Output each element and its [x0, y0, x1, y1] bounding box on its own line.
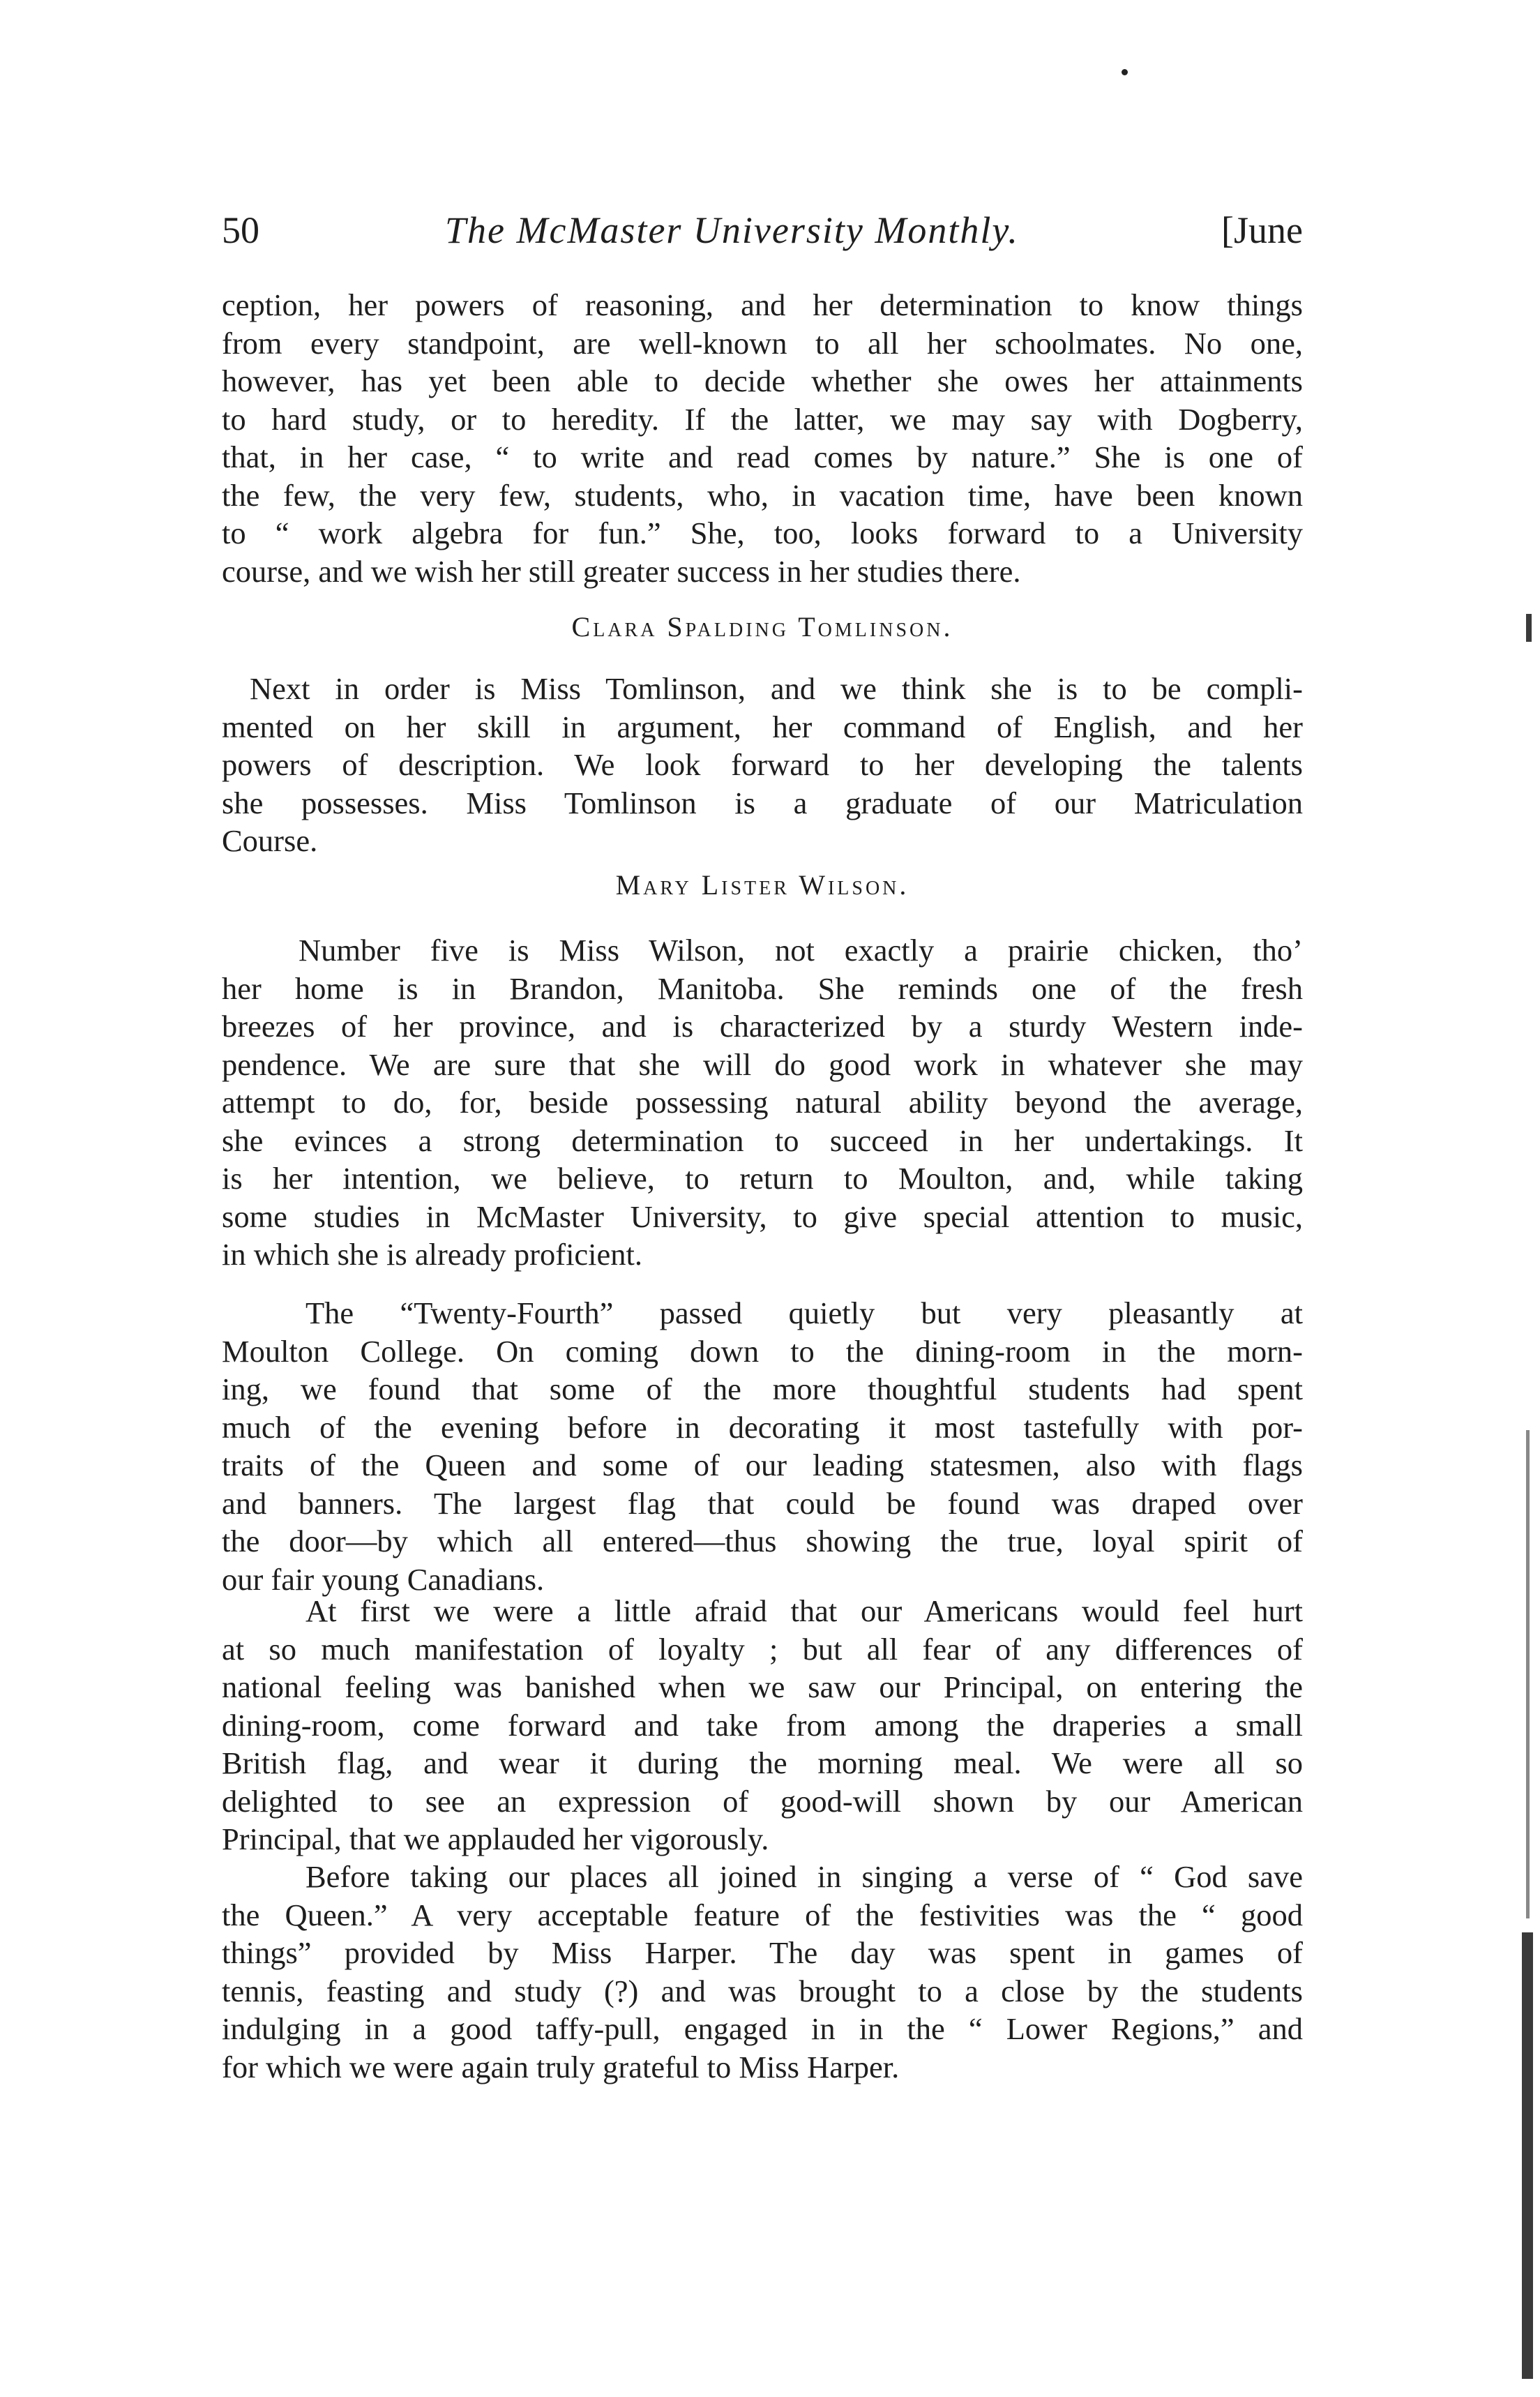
section-heading: Mary Lister Wilson.: [615, 869, 909, 901]
text-line: is her intention, we believe, to return to Moulton, and, while taking: [222, 1161, 1303, 1196]
text-line: to “ work algebra for fun.” She, too, looks forward to a University: [222, 516, 1303, 550]
text-line: course, and we wish her still greater success in her studies there.: [222, 553, 1021, 589]
text-line: however, has yet been able to decide whether she owes her attainments: [222, 363, 1303, 398]
issue-month: [June: [1221, 209, 1303, 251]
text-line: ception, her powers of reasoning, and her determination to know things: [222, 287, 1303, 322]
text-line: the door—by which all entered—thus showing the true, loyal spirit of: [222, 1524, 1303, 1558]
text-line: her home is in Brandon, Manitoba. She reminds one of the fresh: [222, 970, 1303, 1006]
text-line: traits of the Queen and some of our leading statesmen, also with flags: [222, 1448, 1303, 1482]
section-heading: Clara Spalding Tomlinson.: [571, 611, 953, 643]
text-line: The “Twenty-Fourth” passed quietly but very pleasantly at: [305, 1295, 1303, 1330]
page-edge-mark: [1526, 614, 1532, 642]
running-header: [222, 202, 1303, 258]
text-line: indulging in a good taffy-pull, engaged in in the “ Lower Regions,” and: [222, 2011, 1303, 2046]
text-line: mented on her skill in argument, her command of English, and her: [222, 709, 1303, 744]
page-edge-mark: [1522, 1932, 1533, 2379]
text-line: she possesses. Miss Tomlinson is a graduate of our Matriculation: [222, 785, 1303, 820]
paragraph-continuation: [222, 286, 1303, 590]
text-line: our fair young Canadians.: [222, 1561, 545, 1597]
ink-speck: [1122, 69, 1128, 75]
text-line: from every standpoint, are well-known to all her schoolmates. No one,: [222, 325, 1303, 361]
text-line: Course.: [222, 823, 318, 858]
text-line: things” provided by Miss Harper. The day was spent in games of: [222, 1935, 1303, 1970]
text-line: some studies in McMaster University, to give special attention to music,: [222, 1198, 1303, 1234]
text-line: Number five is Miss Wilson, not exactly a prairie chicken, tho’: [299, 933, 1303, 968]
running-title: The McMaster University Monthly.: [445, 209, 1019, 251]
text-line: the Queen.” A very acceptable feature of the festivities was the “ good: [222, 1897, 1303, 1932]
text-line: she evinces a strong determination to succeed in her undertakings. It: [222, 1122, 1303, 1158]
text-line: national feeling was banished when we saw our Principal, on entering the: [222, 1669, 1303, 1704]
text-line: much of the evening before in decorating it most tastefully with por-: [222, 1409, 1303, 1445]
page-number: 50: [222, 209, 259, 251]
paragraph-twenty-fourth: [222, 1294, 1303, 1598]
text-line: dining-room, come forward and take from among the draperies a small: [222, 1707, 1303, 1743]
page-edge-mark: [1526, 1430, 1530, 1918]
text-line: delighted to see an expression of good-will shown by our American: [222, 1783, 1303, 1819]
text-line: in which she is already proficient.: [222, 1237, 643, 1272]
text-line: tennis, feasting and study (?) and was brought to a close by the students: [222, 1973, 1303, 2008]
text-line: and banners. The largest flag that could be found was draped over: [222, 1485, 1303, 1521]
text-line: that, in her case, “ to write and read comes by nature.” She is one of: [222, 439, 1303, 474]
text-line: pendence. We are sure that she will do good work in whatever she may: [222, 1046, 1303, 1082]
text-line: at so much manifestation of loyalty ; but all fear of any differences of: [222, 1631, 1303, 1667]
text-line: Principal, that we applauded her vigorously.: [222, 1821, 769, 1856]
text-line: At first we were a little afraid that our Americans would feel hurt: [305, 1593, 1303, 1628]
text-line: Before taking our places all joined in singing a verse of “ God save: [305, 1859, 1303, 1894]
text-line: powers of description. We look forward to her developing the talents: [222, 747, 1303, 782]
paragraph-god-save-the-queen: [222, 1858, 1303, 2086]
text-line: breezes of her province, and is characterized by a sturdy Western inde-: [222, 1009, 1303, 1044]
text-line: ing, we found that some of the more thoughtful students had spent: [222, 1372, 1303, 1406]
text-line: Next in order is Miss Tomlinson, and we think she is to be compli-: [250, 671, 1303, 706]
text-line: Moulton College. On coming down to the dining-room in the morn-: [222, 1333, 1303, 1369]
text-line: attempt to do, for, beside possessing natural ability beyond the average,: [222, 1085, 1303, 1120]
text-line: British flag, and wear it during the morning meal. We were all so: [222, 1745, 1303, 1780]
paragraph-tomlinson: [222, 670, 1303, 860]
text-line: for which we were again truly grateful to Miss Harper.: [222, 2049, 900, 2084]
text-line: to hard study, or to heredity. If the latter, we may say with Dogberry,: [222, 401, 1303, 437]
paragraph-wilson: [222, 931, 1303, 1274]
paragraph-americans: [222, 1592, 1303, 1858]
text-line: the few, the very few, students, who, in vacation time, have been known: [222, 477, 1303, 513]
